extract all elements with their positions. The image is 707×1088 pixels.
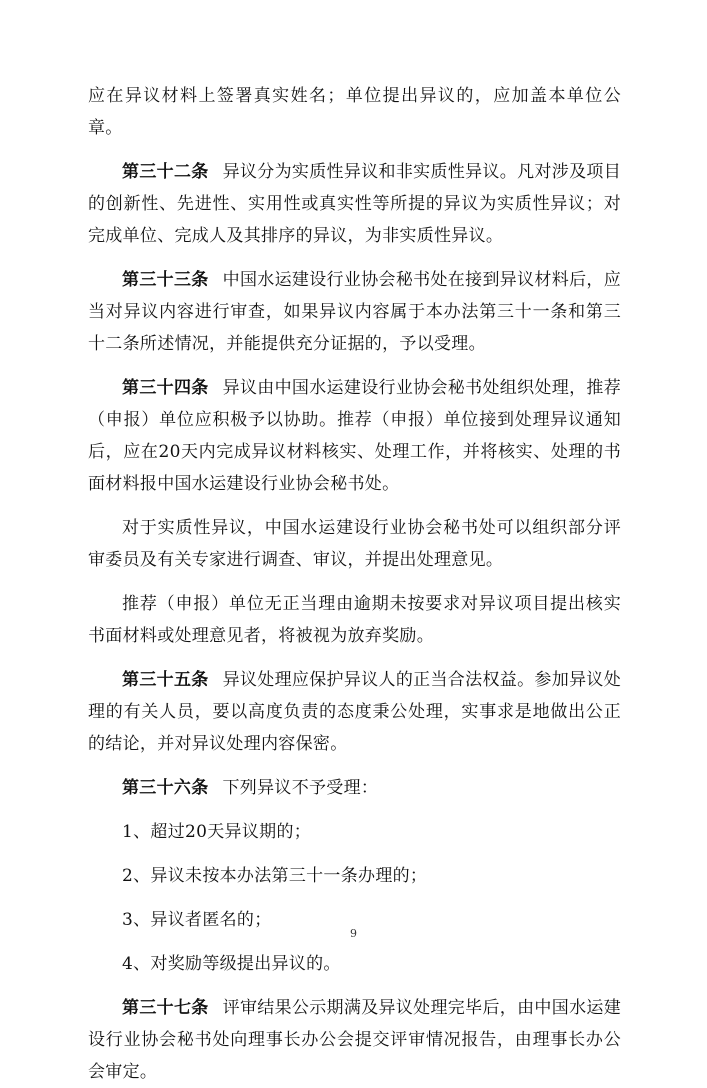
article-paragraph (88, 156, 621, 252)
paragraph-text: 3、异议者匿名的； (122, 910, 272, 930)
article-number: 第三十四条 (122, 378, 209, 398)
paragraph-text: 异议由中国水运建设行业协会秘书处组织处理，推荐（申报）单位应积极予以协助。推荐（申报）单位接到处理异议通知后，应在20天内完成异议材料核实、处理工作，并将核实、处理的书面材料报中国水运建设行业协会秘书处。 (88, 378, 622, 494)
paragraph-text: 评审结果公示期满及异议处理完毕后，由中国水运建设行业协会秘书处向理事长办公会提交评审情况报告，由理事长办公会审定。 (88, 998, 622, 1082)
article-paragraph (88, 772, 621, 804)
paragraph-text: 应在异议材料上签署真实姓名；单位提出异议的，应加盖本单位公章。 (88, 86, 621, 138)
body-paragraph (88, 948, 621, 980)
article-number: 第三十六条 (122, 778, 209, 798)
body-paragraph (88, 816, 621, 848)
body-paragraph (88, 512, 621, 576)
article-number: 第三十三条 (122, 270, 209, 290)
paragraph-text: 下列异议不予受理： (222, 778, 379, 798)
paragraph-text: 4、对奖励等级提出异议的。 (122, 954, 341, 974)
paragraph-text: 推荐（申报）单位无正当理由逾期未按要求对异议项目提出核实书面材料或处理意见者，将被视为放弃奖励。 (88, 594, 621, 646)
paragraph-text: 异议处理应保护异议人的正当合法权益。参加异议处理的有关人员，要以高度负责的态度秉公处理，实事求是地做出公正的结论，并对异议处理内容保密。 (88, 670, 622, 754)
article-paragraph (88, 664, 621, 760)
article-number: 第三十五条 (122, 670, 209, 690)
body-paragraph (88, 588, 621, 652)
body-paragraph (88, 860, 621, 892)
article-number: 第三十七条 (122, 998, 209, 1018)
page-number: 9 (350, 927, 357, 940)
article-number: 第三十二条 (122, 162, 209, 182)
paragraph-text: 对于实质性异议，中国水运建设行业协会秘书处可以组织部分评审委员及有关专家进行调查、审议，并提出处理意见。 (88, 518, 621, 570)
article-paragraph (88, 264, 621, 360)
paragraph-text: 2、异议未按本办法第三十一条办理的； (122, 866, 428, 886)
paragraph-text: 中国水运建设行业协会秘书处在接到异议材料后，应当对异议内容进行审查，如果异议内容属于本办法第三十一条和第三十二条所述情况，并能提供充分证据的，予以受理。 (88, 270, 622, 354)
body-paragraph (88, 80, 621, 144)
paragraph-text: 异议分为实质性异议和非实质性异议。凡对涉及项目的创新性、先进性、实用性或真实性等所提的异议为实质性异议；对完成单位、完成人及其排序的异议，为非实质性异议。 (88, 162, 622, 246)
article-paragraph (88, 992, 621, 1088)
article-paragraph (88, 372, 621, 500)
paragraph-text: 1、超过20天异议期的； (122, 822, 312, 842)
